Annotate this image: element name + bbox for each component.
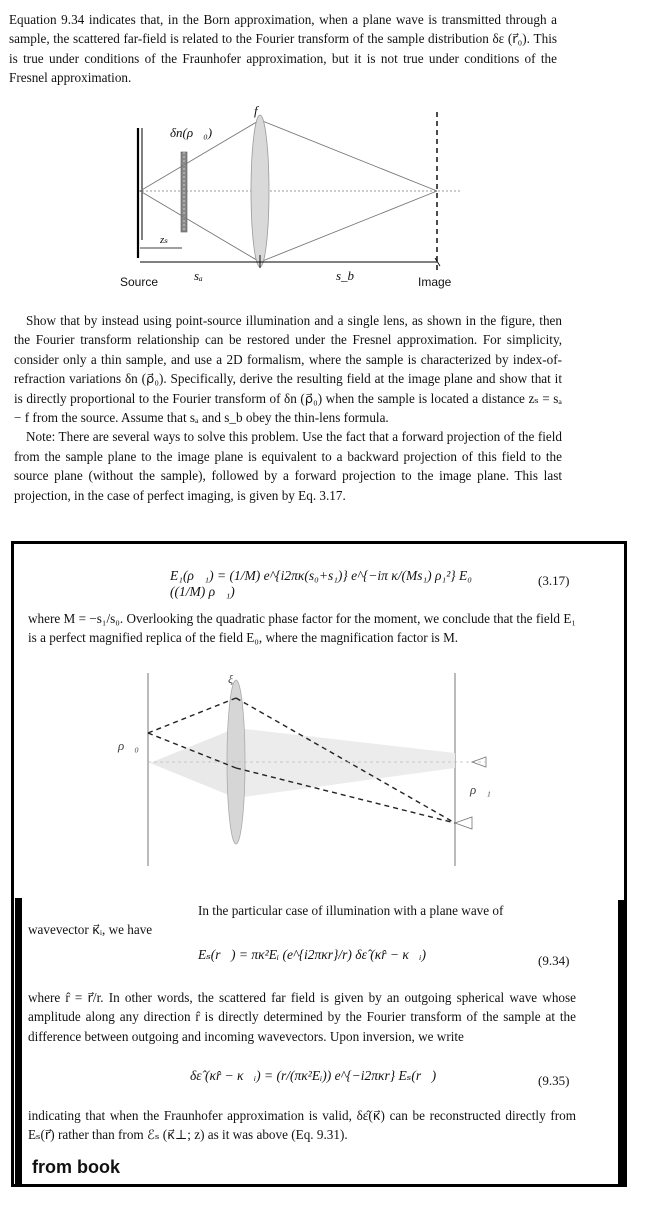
optics-figure-1 <box>110 100 480 300</box>
eq934-explanation: where r̂ = r⃗/r. In other words, the scattered far field is given by an outgoing spherical wave whose amplitude along any direction r̂ is directly determined by the Fourier transform of the sample at the difference between outgoing and incoming wavevectors. Upon inversion, we write <box>28 990 576 1044</box>
equation-9-34-number: (9.34) <box>538 953 570 968</box>
index-variation-label: δn(ρ⃗₀) <box>170 125 213 140</box>
excerpt-left-bar <box>15 898 22 1186</box>
xi-label: ξ⃗ <box>228 672 243 686</box>
equation-3-17-number: (3.17) <box>538 573 570 588</box>
equation-9-35: δε̂ (κr̂ − κ⃗ᵢ) = (r/(πκ²Eᵢ)) e^{−i2πκr} Eₛ(r⃗) <box>190 1068 437 1083</box>
equation-3-17: E₁(ρ⃗₁) = (1/M) e^{i2πκ(s₀+s₁)} e^{−iπ κ/(Ms₁) ρ₁²} E₀ ((1/M) ρ⃗₁) <box>170 568 472 599</box>
excerpt-right-bar <box>618 900 627 1186</box>
rho0-label: ρ⃗₀ <box>118 738 139 753</box>
problem-paragraph-1: Show that by instead using point-source illumination and a single lens, as shown in the figure, then the Fourier transform relationship can be restored under the Fresnel approximation. For simplicity, consider only a thin sample, and use a 2D formalism, where the sample is characterized by index-of-refraction variations δn (ρ⃗₀). Specifically, derive the resulting field at the image plane and show that it is directly proportional to the Fourier transform of δn (ρ⃗₀) when the sample is located a distance zₛ = sₐ − f from the source. Assume that sₐ and s_b obey the thin-lens formula. <box>14 313 562 426</box>
eq935-explanation: indicating that when the Fraunhofer approximation is valid, δε̂(κ⃗) can be reconstructed directly from Eₛ(r⃗) rather than from ℰₛ (κ⃗⊥; z) as it was above (Eq. 9.31). <box>28 1108 576 1143</box>
equation-9-34: Eₛ(r⃗) = πκ²Eᵢ (e^{i2πκr}/r) δε̂ (κr̂ − κ⃗ᵢ) <box>198 947 426 962</box>
sa-label: sₐ <box>194 268 203 283</box>
problem-statement <box>14 311 562 505</box>
problem-paragraph-2: Note: There are several ways to solve this problem. Use the fact that a forward projection of the field from the sample plane to the image plane is equivalent to a backward projection of this field to the source plane (without the sample), followed by a forward projection to the image plane. This last projection, in the case of perfect imaging, is given by Eq. 3.17. <box>14 429 562 503</box>
sb-label: s_b <box>336 268 355 283</box>
imaging-figure-2 <box>110 668 500 868</box>
focal-length-label: f <box>254 103 258 118</box>
eq317-explanation: where M = −s₁/s₀. Overlooking the quadratic phase factor for the moment, we conclude that the field E₁ is a perfect magnified replica of the field E₀, where the magnification factor is M. <box>28 611 576 646</box>
image-label: Image <box>418 275 452 289</box>
plane-wave-line: In the particular case of illumination with a plane wave of <box>198 903 504 918</box>
equation-9-35-number: (9.35) <box>538 1073 570 1088</box>
source-label: Source <box>120 275 159 289</box>
intro-paragraph <box>9 10 557 88</box>
from-book-label: from book <box>32 1157 120 1177</box>
zs-label: zₛ <box>160 234 168 246</box>
intro-text: Equation 9.34 indicates that, in the Born approximation, when a plane wave is transmitted through a sample, the scattered far-field is related to the Fourier transform of the sample distribution δε (r⃗₀). This is true under conditions of the Fraunhofer approximation, but it is not true under conditions of the Fresnel approximation. <box>9 12 557 86</box>
wavevector-line: wavevector κ⃗ᵢ, we have <box>28 922 153 937</box>
rho1-label: ρ⃗₁ <box>470 782 491 797</box>
